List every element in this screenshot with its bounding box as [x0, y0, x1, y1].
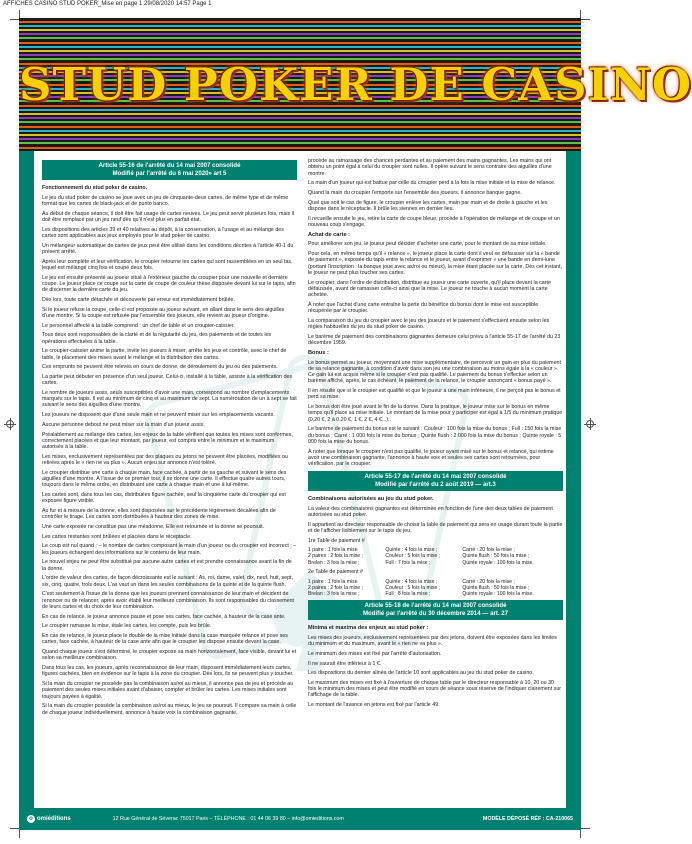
- table-cell: Quinte : 4 fois la mise ;: [385, 578, 438, 585]
- print-header: AFFICHES CASINO STUD POKER_Mise en page 1 29/08/2020 14:57 Page 1: [3, 1, 212, 7]
- paragraph: L'ordre de valeur des cartes, de façon décroissante est le suivant : As, roi, dame, valet, dix, neuf, huit, sept, six, cinq, quatre, trois deux. L'as vaut un dans les seules combinaisons de la quinte et de la quinte flush.: [42, 575, 293, 588]
- paragraph: En cas de relance, le joueur place le double de la mise initiale dans la case marquée relance et pose ses cartes, face cachée, à hauteur de la case ante afin que le croupier les dispose ensuite devant la case.: [42, 633, 288, 646]
- table-cell: 2 paires : 2 fois la mise ;: [308, 584, 363, 591]
- publisher-address: 12 Rue Général de Séverac 75017 Paris – TÉLÉPHONE : 01 44 06 39 80 – info@omieditions.com: [112, 816, 344, 822]
- article-heading: [308, 471, 563, 491]
- paragraph: Le nouvel enjeu ne peut être substitué par aucune autre cartes et est prendre connaissance avant la fin de la donne.: [42, 559, 292, 572]
- paragraph: Les mises, exclusivement représentées par des plaques ou jetons ne peuvent être placées, modifiées ou retirées après le « rien ne va plus ». Aucun enjeu sur annonce n'est toléré.: [42, 453, 288, 467]
- paragraph: Quand la main du croupier l'emporte sur l'ensemble des joueurs, il annonce banque gagne.: [308, 189, 522, 196]
- crop-mark: [580, 828, 590, 838]
- paragraph: Le maximum des mises est fixé à l'ouverture de chaque table par le directeur responsable à 10, 20 ou 30 fois le minimum des mises et peut être modifié en cours de séance sous réserve de l'indiquer clairement sur l'affichage de la table.: [308, 679, 562, 699]
- paragraph: Le jeu est ensuite présenté au joueur situé à l'extérieur gauche du croupier pour une nouvelle et dernière coupe. Le joueur place ce coupe sur la carte de coupe de couleur thèse disposée devant lui sur le tapis, afin de discerner la dernière carte du jeu.: [42, 274, 296, 294]
- article-subtitle: Modifié par l'arrêté du 30 décembre 2014 — art. 27: [362, 610, 509, 618]
- paragraph: Le nombre de joueurs assis, seuls susceptibles d'avoir une main, correspond au nombre d'emplacements marqués sur le tapis. Il est au minimum de cinq et au maximum de sept. La numérotation de un à sept se fait suivant le sens des aiguilles d'une montre.: [42, 389, 297, 409]
- table-cell: 1 paire : 1 fois la mise: [308, 578, 358, 585]
- publisher-logo: [27, 815, 71, 823]
- table-1-title: 1re Table de paiement #: [308, 537, 365, 544]
- table-cell: Quinte : 4 fois la mise ;: [385, 547, 438, 554]
- paragraph: Quel que soit le cas de figure, le croupier enlève les cartes, main par main et de droite à gauche et les dispose dans le réceptacle. Il brûle les siennes en dernier lieu.: [308, 199, 548, 212]
- payout-table-2: [308, 579, 563, 598]
- logo-mark-icon: o: [27, 815, 35, 823]
- paragraph: Il recueille ensuite le jeu, retire la carte de coupe bleue, procède à l'opération de mélange et de coupe et un nouveau coup s'engage.: [308, 215, 560, 228]
- paragraph: Tous deux sont responsables de la clarté et de la régularité du jeu, des paiements et de toutes les opérations effectuées à la table.: [42, 332, 272, 345]
- table-row: [308, 553, 563, 559]
- article-heading: [308, 600, 563, 620]
- paragraph: Les cartes sont, dans tous les cas, distribuées figure cachée, seul la cinquième carte du croupier qui est exposée figure visible.: [42, 492, 286, 505]
- paragraph: Une carte exposée ne constitue pas une mésdonne. Elle est retournée et la donne se poursuit.: [42, 524, 265, 531]
- paragraph: Le jeu du stud poker de casino se joue avec un jeu de cinquante-deux cartes, de même type et de même format que les cartes de black-jack et de punto banco.: [42, 194, 289, 207]
- paragraph: En cas de relance, le joueur annonce pause et pose ses cartes, face cachée, à hauteur de la case ante.: [42, 613, 286, 620]
- rules-sheet: [34, 151, 566, 808]
- article-title: Article 55-16 de l'arrêté du 14 mai 2007 consolidé: [98, 162, 241, 169]
- paragraph: Les cartes restantes sont brûlées et placées dans le réceptacle.: [42, 533, 192, 540]
- left-column: [42, 158, 297, 804]
- paragraph: procède au ramassage des chances perdantes et au paiement des mains gagnantes. Les mains qui ont obtenu un point égal à celui du croupier sont nulles. Il opère suivant le sens contraire des aiguilles d'une montre.: [308, 158, 552, 177]
- paragraph: Le coup est nul quand : – le nombre de cartes composant la main d'un joueur ou du croupier est incorrect ; – les joueurs échangent des informations sur le contenu de leur main.: [42, 543, 297, 556]
- table-cell: Carré : 20 fois la mise ;: [462, 547, 515, 554]
- achat-title: Achat de carte :: [308, 231, 350, 238]
- paragraph: Fonctionnement du stud poker de casino.: [42, 185, 148, 191]
- paragraph: Ces emprunts ne peuvent être relevés en cours de donne, de déroulement du jeu ou des paiements.: [42, 364, 278, 371]
- paragraph: Quand chaque joueur s'est déterminé, le croupier expose sa main horizontalement, face visible, devant lui et selon sa meilleure combinaison.: [42, 649, 297, 662]
- paragraph: Pour améliorer son jeu, le joueur peut décider d'acheter une carte, pour le montant de sa mise initiale.: [308, 241, 547, 248]
- right-column: [308, 158, 563, 804]
- table-cell: Full : 8 fois la mise ;: [385, 590, 431, 597]
- article-subtitle: Modifié par l'arrêté du 2 août 2019 — art.3: [375, 480, 496, 488]
- paragraph: Le personnel affecté à la table comprend : un chef de table et un croupier-caissier.: [42, 322, 235, 329]
- footer: [19, 808, 581, 830]
- article-title: Article 55-17 de l'arrêté du 14 mai 2007 consolidé: [364, 472, 507, 480]
- table-cell: Quinte royale : 100 fois la mise.: [462, 559, 534, 566]
- paragraph: Les joueurs ne disposent que d'une seule main et ne peuvent miser sur les emplacements vacants.: [42, 412, 275, 419]
- model-reference: MODÈLE DÉPOSÉ RÉF : CA-210065: [482, 816, 573, 822]
- table-cell: 1 paire : 1 fois la mise: [308, 547, 358, 554]
- paragraph: La main d'un joueur qui est battue par celle du croupier perd à la fois la mise initiale et la mise de relance.: [308, 180, 556, 187]
- bonus-title: Bonus :: [308, 349, 329, 356]
- crop-mark: [580, 10, 590, 20]
- paragraph: Un mélangeur automatique de cartes de jeux peut être utilisé dans les conditions décrites à l'article 40-1 du présent arrêté.: [42, 242, 294, 255]
- paragraph: Si la main du croupier possède la combinaison as/roi au mieux, le jeu se poursuit. Il compare sa main à celle de chaque joueur individuellement, annonce à haute voix la combinaison gagnante,: [42, 703, 297, 716]
- combinations-paragraphs: [308, 506, 563, 535]
- paragraph: Le montant de l'avance en jetons est fixé par l'article 49.: [308, 702, 440, 709]
- paragraph: Si la main du croupier ne possède pas la combinaison as/roi au mieux, il annonce pas de jeu et procède au paiement des seules mises initiales avant d'abaiser, compter et brûler les cartes. Les mises initiales sont toujours payées à égalité.: [42, 681, 294, 700]
- banner: [19, 18, 692, 151]
- paragraph: Aucune personne debout ne peut miser sur la main d'un joueur assis.: [42, 421, 205, 428]
- paragraph: La valeur des combinaisons gagnantes est déterminée en fonction de l'une des deux tables de paiement autorisées au stud poker.: [308, 505, 553, 518]
- right-paragraphs-3: [308, 360, 563, 468]
- right-paragraphs-2: [308, 241, 563, 346]
- table-2-title: 2e Table de paiement #: [308, 568, 363, 575]
- paragraph: Après leur complète et leur vérification, le croupier retourne les cartes qui sont rassemblées en un seul tas, lequel est mélangé cinq fois et coupé deux fois.: [42, 258, 293, 271]
- paragraph: Les mises des joueurs, exclusivement représentées par des jetons, doivent être exposées dans les limites du minimum et du maximum, avant le « rien ne va plus ».: [308, 634, 557, 648]
- table-cell: Couleur : 5 fois la mise ;: [385, 553, 441, 560]
- paragraph: À noter que l'achat d'une carte entraîne la perte du bénéfice du bonus dont le mise est susceptible récupérée par le croupier.: [308, 301, 539, 315]
- table-cell: 2 paires : 2 fois la mise ;: [308, 553, 363, 560]
- registration-mark: [6, 420, 14, 428]
- table-row: [308, 560, 563, 566]
- paragraph: À noter que lorsque le croupier n'est pas qualifié, le joueur ayant misé sur le bonus et relancé, qui estime avoir une combinaison gagnante, l'annonce à haute voix et seules ses cartes sont retournées, pour vérification, par le croupier.: [308, 448, 554, 468]
- table-cell: Couleur : 5 fois la mise ;: [385, 584, 441, 591]
- paragraph: Si le joueur refuse la coupe, celle-ci est proposée au joueur suivant, en allant dans le sens des aiguilles d'une montre. Si la coupe est refusée par l'ensemble des joueurs, elle revient au joueur d'origine.: [42, 306, 285, 319]
- paragraph: Le barème de paiement des combinaisons gagnantes demeure celui prévu à l'article 55-17 de l'arrêté du 23 décembre 1959.: [308, 333, 561, 347]
- table-cell: Quinte flush : 50 fois la mise ;: [462, 553, 530, 560]
- logo-text: omiéditions: [37, 816, 71, 822]
- paragraph: Préalablement au mélange des cartes, les enjeux de la table vérifient que toutes les mises sont conformes, correctement placées et que leur montant, par joueur, est compris entre le minimum et le maximum autorisés à la table.: [42, 431, 293, 451]
- article-heading: [42, 160, 297, 180]
- paragraph: Le bonus doit être joué avant le fin de la donne. Dans la pratique, le joueur mise sur le bonus en même temps qu'il place sa mise initiale. Le montant de la mise pour y participer est égal à 1/5 du minimum pratique (0,20 €, 2 à 0,20 €, 1 €, 2 €, 4 €...).: [308, 404, 563, 423]
- poster: [19, 18, 692, 830]
- combinations-title: Combinaisons autorisées au jeu du stud poker.: [308, 495, 434, 502]
- paragraph: La partie peut débuter en présence d'un seul joueur. Celui-ci, installé à la table, assiste à la vérification des cartes.: [42, 373, 293, 387]
- paragraph: Au fur et à mesure de la donne, elles sont disposées sur le précédente légèrement décalées afin de contrôler le tirage. Les cartes sont distribuées à hauteur des zones de mise.: [42, 508, 276, 521]
- minima-paragraphs: [308, 635, 563, 709]
- paragraph: Le croupier, dans l'ordre de distribution, distribue au joueur une carte ouverte, qu'il place devant la carte défaussée, avant de ramasser celle-ci ainsi que la mise. Le joueur ne touche à aucun moment la carte achetée.: [308, 279, 551, 299]
- paragraph: Il ne saurait être inférieur à 1 €.: [308, 660, 382, 667]
- table-cell: Quinte flush : 50 fois la mise ;: [462, 584, 530, 591]
- minima-title: Minima et maxima des enjeux au stud poker :: [308, 625, 429, 632]
- paragraph: Le bonus permet au joueur, moyennant une mise supplémentaire, de percevoir un gain en plus du paiement de sa relance gagnante, à condition d'avoir dans son jeu une combinaison au moins égale à la « couleur ». Ce gain lui est acquis même si le croupier n'est pas qualifié. Le paiement du bonus s'effectue selon un barème affiché, après, le cas échéant, le paiement de la relance, le croupier annonçant « bonus payé ».: [308, 359, 561, 385]
- paragraph: Le barème de paiement du bonus est le suivant : Couleur : 100 fois la mise du bonus ; Full : 150 fois la mise du bonus ; Carré : 1 000 fois la mise du bonus ; Quinte flush : 2 000 fois la mise du bonus ; Quinte royale : 5 000 fois la mise du bonus.: [308, 426, 562, 445]
- paragraph: Les dispositions des articles 39 et 40 relatives au dépôt, à la conservation, à l'usage et au mélange des cartes sont applicables aux jeux employés pour le stud poker de casino.: [42, 226, 284, 239]
- paragraph: C'est seulement à l'issue de la donne que les joueurs prennent connaissance de leur main et décident de renoncer ou de relancer, après avoir établi leur meilleure combinaison. Ils sont responsables du classement de leurs cartes et du choix de leur combinaison.: [42, 591, 295, 610]
- paragraph: Le croupier distribue une carte à chaque main, face cachée, à partir de sa gauche et suivant le sens des aiguilles d'une montre. À l'issue de ce premier tour, il se donne une carte. Il effectue quatre autres tours, toujours dans le même ordre, en distribuant une carte à chaque main et une à lui-même.: [42, 469, 287, 489]
- paragraph: La comparaison du jeu du croupier avec le jeu des joueurs et le paiement s'effectuent ensuite selon les règles habituelles du jeu du stud poker de casino.: [308, 317, 550, 331]
- paragraph: Les dispositions du dernier alinéa de l'article 10 sont applicables au jeu du stud poker de casino.: [308, 670, 534, 677]
- paragraph: Le minimum des mises est fixé par l'arrêté d'autorisation.: [308, 650, 442, 657]
- table-cell: Quinte royale : 100 fois la mise.: [462, 590, 534, 597]
- paragraph: Le croupier ramasse la mise, étale les cartes, les compte, puis les brûle.: [42, 623, 212, 630]
- registration-mark: [586, 420, 594, 428]
- table-cell: Brelan : 3 fois la mise ;: [308, 559, 360, 566]
- table-cell: Carré : 20 fois la mise ;: [462, 578, 515, 585]
- table-cell: Brelan : 3 fois la mise ;: [308, 590, 360, 597]
- table-cell: Full : 7 fois la mise ;: [385, 559, 431, 566]
- left-paragraphs: [42, 185, 297, 716]
- article-title: Article 55-18 de l'arrêté du 14 mai 2007 consolidé: [364, 602, 507, 610]
- paragraph: Il appartient au directeur responsable de choisir la table de paiement qui sera en usage durant toute la partie et de l'afficher lisiblement sur le tapis de jeu.: [308, 521, 563, 534]
- table-row: [308, 591, 563, 597]
- paragraph: Il en résulte que si le croupier est qualifié et que le joueur a une main inférieure, il ne perçoit pas le bonus et perd sa mise.: [308, 388, 561, 401]
- paragraph: Pour cela, en même temps qu'il « relance », le joueur place la carte dont il veut se défausser sur la « bande de paiement », exposée du tapis entre la relance et le joueur, avant d'exprimer « une bande en demi-lune (portant l'inscription : la banque joue avec as/roi ou mieux), la mise étant placée sur la carte. Dès cet instant, le joueur ne peut plus toucher ses cartes.: [308, 251, 562, 276]
- payout-table-1: [308, 547, 563, 566]
- paragraph: Le croupier-caissier anime la partie, invite les joueurs à miser, arrête les jeux et contrôle, avec le chef de table, le placement des mises avant le mélange et la distribution des cartes.: [42, 348, 287, 361]
- paragraph: Dès lors, toute carte détachée et découverte par erreur est immédiatement brûlée.: [42, 296, 235, 303]
- paragraph: Dans tous les cas, les joueurs, après reconnaissance de leur main, disposent immédiatement leurs cartes, figures cachées, bien en évidence sur le tapis à la zone du croupier. Dès lors, ils ne peuvent plus y toucher.: [42, 665, 294, 678]
- paragraph: Au début de chaque séance, il doit être fait usage de cartes neuves. Le jeu peut servir plusieurs fois, mais il doit être remplacé par un jeu neuf dès qu'il n'est plus en parfait état.: [42, 210, 295, 223]
- poster-title: STUD POKER DE CASINO: [19, 58, 692, 111]
- right-paragraphs-1: [308, 158, 563, 228]
- article-subtitle: Modifié par l'arrêté du 6 mai 2020» art 5: [112, 170, 227, 177]
